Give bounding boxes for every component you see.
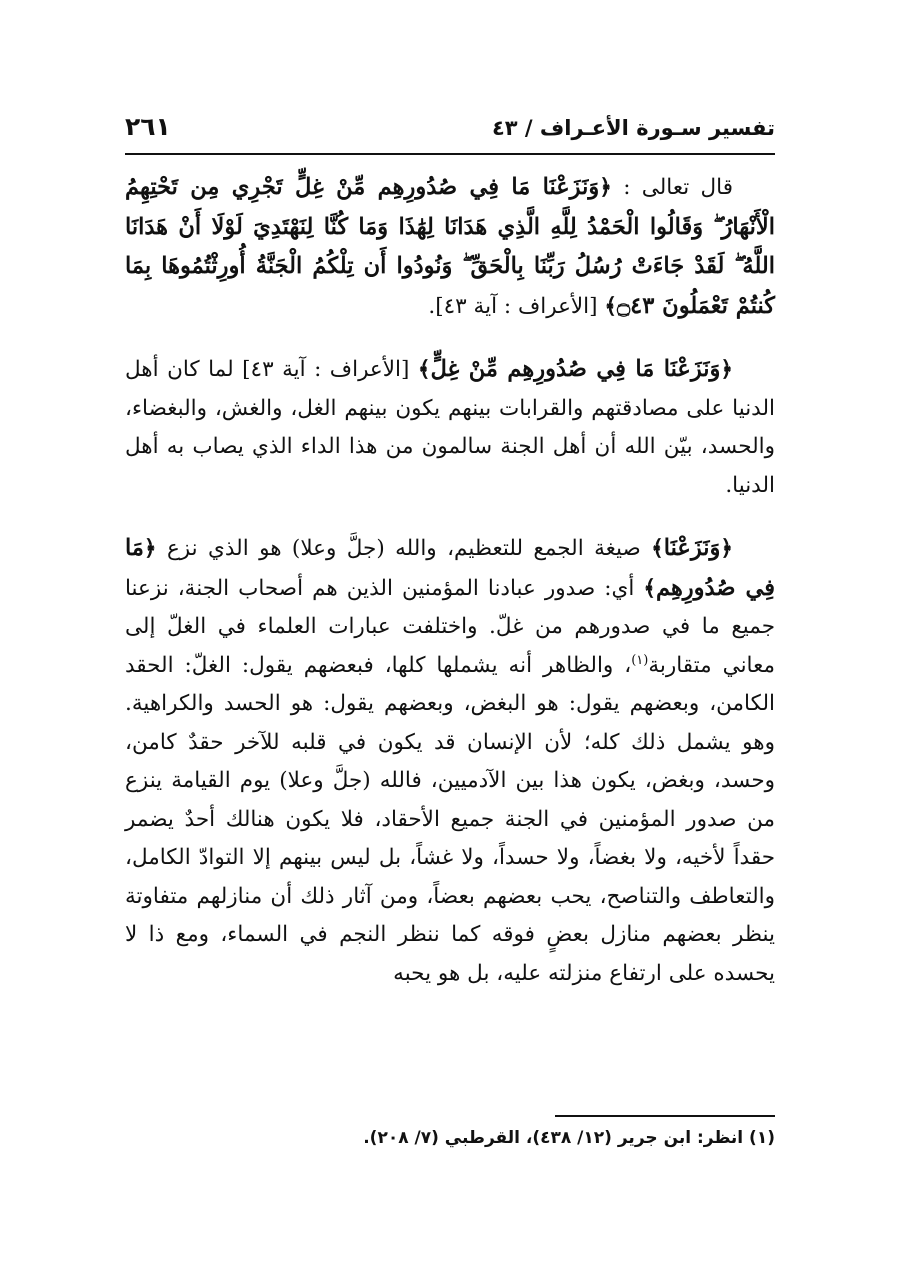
footnote: (١) انظر: ابن جرير (١٢/ ٤٣٨)، القرطبي (٧/ ٢٠٨). — [363, 1128, 775, 1148]
commentary-text: ، والظاهر أنه يشملها كلها، فبعضهم يقول: الغلّ: الحقد الكامن، وبعضهم يقول: هو البغض، وبعضهم يقول: هو الحسد والكراهية. وهو يشمل ذلك كله؛ لأن الإنسان قد يكون في قلبه للآخر حقدٌ كامن، وحسد، وبغض، يكون هذا بين الآدميين، فالله (جلَّ وعلا) يوم القيامة ينزع من صدور المؤمنين في الجنة جميع الأحقاد، فلا يكون هنالك أحدٌ يضمر حقداً لأخيه، ولا بغضاً، ولا حسداً، ولا غشاً، بل ليس بينهم إلا التوادّ الكامل، والتعاطف والتناصح، يحب بعضهم بعضاً، ومن آثار ذلك أن منازلهم متفاوتة ينظر بعضهم منازل بعضٍ فوقه كما ننظر النجم في السماء، ومع ذا لا يحسده على ارتفاع منزلته عليه، بل هو يحبه — [125, 652, 775, 986]
paragraph-verse-quote — [125, 168, 775, 326]
verse-citation: [الأعراف : آية ٤٣]. — [428, 293, 598, 319]
quran-word: وَنَزَعْنَا — [663, 535, 721, 561]
page-number: ٢٦١ — [125, 112, 171, 141]
page-header — [125, 112, 775, 152]
quran-open-bracket: ﴿ — [720, 536, 733, 561]
quran-phrase: مَا فِي صُدُورِهِم — [125, 535, 775, 601]
paragraph-commentary-2 — [125, 529, 775, 993]
quran-verse: وَنَزَعْنَا مَا فِي صُدُورِهِم مِّنْ غِلٍّ تَجْرِي مِن تَحْتِهِمُ الْأَنْهَارُ ۖ وَقَالُوا الْحَمْدُ لِلَّهِ الَّذِي هَدَانَا لِهَٰذَا وَمَا كُنَّا لِنَهْتَدِيَ لَوْلَا أَنْ هَدَانَا اللَّهُ ۖ لَقَدْ جَاءَتْ رُسُلُ رَبِّنَا بِالْحَقِّ ۖ وَنُودُوا أَن تِلْكُمُ الْجَنَّةُ أُورِثْتُمُوهَا بِمَا كُنتُمْ تَعْمَلُونَ ۝٤٣ — [125, 174, 775, 319]
intro-text: قال تعالى : — [623, 175, 733, 200]
quran-close-bracket: ﴾ — [604, 293, 617, 319]
quran-close-bracket: ﴾ — [643, 575, 656, 601]
quran-open-bracket: ﴿ — [143, 536, 157, 561]
quran-verse: وَنَزَعْنَا مَا فِي صُدُورِهِم مِّنْ غِلٍّ — [430, 356, 721, 382]
footnote-rule — [555, 1115, 775, 1117]
paragraph-commentary-1 — [125, 350, 775, 505]
commentary-text: أي: صدور عبادنا المؤمنين الذين هم أصحاب الجنة، نزعنا جميع ما في صدورهم من غلّ. واختلفت عبارات العلماء في الغلّ إلى معاني متقاربة — [125, 575, 775, 678]
body-text — [125, 168, 775, 993]
quran-open-bracket: ﴿ — [599, 175, 612, 200]
commentary-text: [الأعراف : آية ٤٣] لما كان أهل الدنيا على مصادقتهم والقرابات بينهم يكون بينهم الغل، والغش، والبغضاء، والحسد، بيّن الله أن أهل الجنة سالمون من هذا الداء الذي يصاب به أهل الدنيا. — [125, 357, 775, 498]
header-rule — [125, 153, 775, 155]
quran-close-bracket: ﴾ — [417, 357, 431, 382]
quran-close-bracket: ﴾ — [651, 536, 664, 561]
quran-open-bracket: ﴿ — [720, 357, 733, 382]
running-head: تفسير سـورة الأعـراف / ٤٣ — [491, 116, 775, 140]
footnote-reference[interactable]: (١) — [631, 652, 649, 668]
commentary-text: صيغة الجمع للتعظيم، والله (جلَّ وعلا) هو الذي نزع — [166, 536, 641, 561]
